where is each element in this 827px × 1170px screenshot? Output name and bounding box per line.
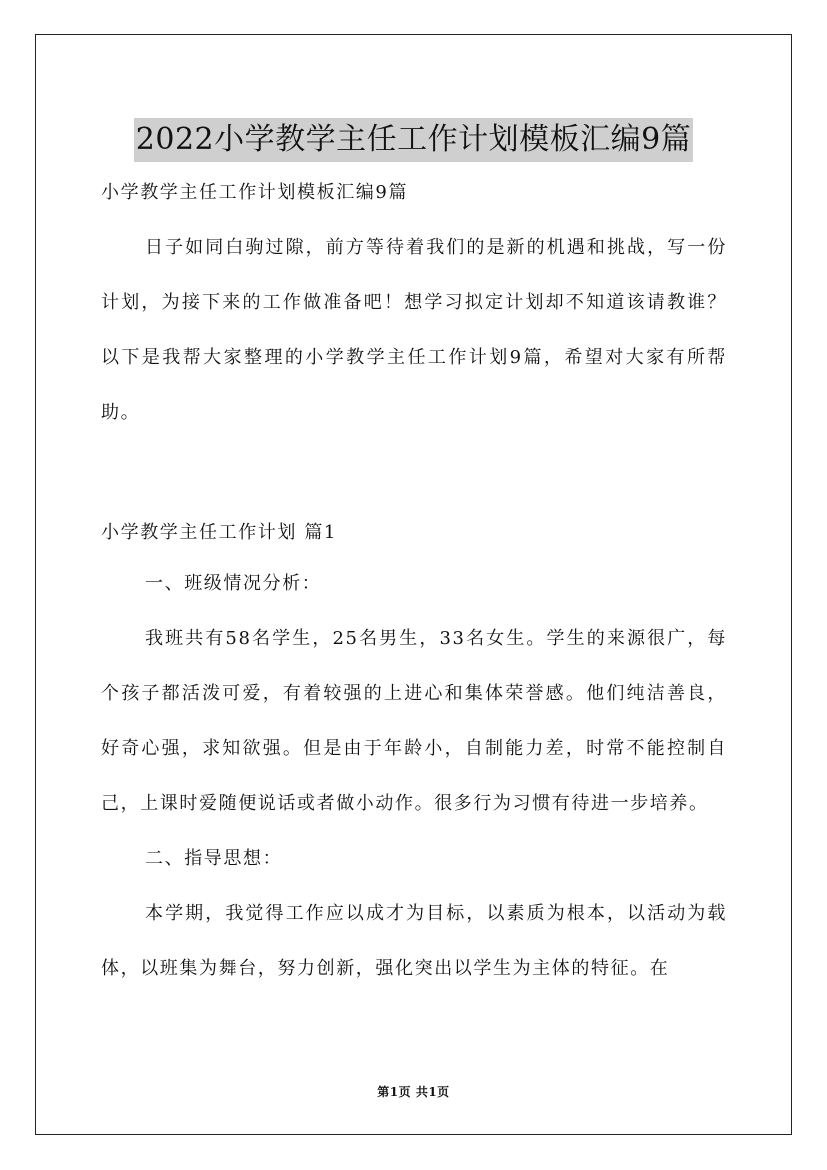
section-heading-1: 一、班级情况分析：: [145, 573, 322, 594]
document-subtitle: 小学教学主任工作计划模板汇编9篇: [101, 182, 409, 203]
section-body-2: 本学期，我觉得工作应以成才为目标，以素质为根本，以活动为载体，以班集为舞台，努力创新，强化突出以学生为主体的特征。在: [101, 903, 727, 979]
section-heading-2: 二、指导思想：: [145, 848, 283, 869]
document-title: 2022小学教学主任工作计划模板汇编9篇: [134, 118, 693, 162]
document-body: [101, 170, 727, 996]
section-body-1: 我班共有58名学生，25名男生，33名女生。学生的来源很广，每个孩子都活泼可爱，有着较强的上进心和集体荣誉感。他们纯洁善良，好奇心强，求知欲强。但是由于年龄小，自制能力差，时常不能控制自己，上课时爱随便说话或者做小动作。很多行为习惯有待进一步培养。: [101, 628, 727, 814]
intro-paragraph: 日子如同白驹过隙，前方等待着我们的是新的机遇和挑战，写一份计划，为接下来的工作做准备吧！想学习拟定计划却不知道该请教谁？以下是我帮大家整理的小学教学主任工作计划9篇，希望对大家有所帮助。: [101, 237, 727, 423]
section-title: 小学教学主任工作计划 篇1: [101, 522, 337, 543]
page-number-label: 第1页 共1页: [377, 1085, 450, 1099]
page-footer: [0, 1083, 827, 1100]
